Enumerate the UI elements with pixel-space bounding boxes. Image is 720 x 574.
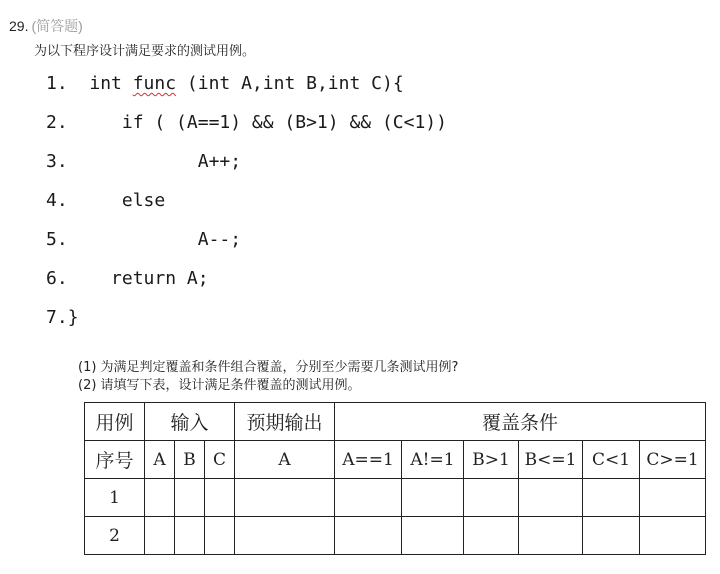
code-line-1: 1. int func (int A,int B,int C){ (46, 73, 404, 94)
table-cell (145, 517, 175, 555)
table-cell (335, 479, 402, 517)
header-cond-a-eq-1: A==1 (335, 441, 402, 479)
table-header-row-1 (85, 403, 706, 441)
table-cell (583, 517, 640, 555)
table-cell (402, 479, 464, 517)
spellcheck-squiggle-word: func (132, 73, 177, 94)
question-header (9, 16, 83, 36)
header-cond-c-lt-1: C<1 (583, 441, 640, 479)
table-cell (640, 479, 706, 517)
table-row (85, 479, 706, 517)
header-case: 用例 (85, 403, 145, 441)
test-case-table (84, 402, 706, 555)
table-cell (175, 517, 205, 555)
table-cell (145, 479, 175, 517)
header-input-b: B (175, 441, 205, 479)
code-line-7: 7.} (46, 307, 79, 328)
row-number: 1 (85, 479, 145, 517)
header-cond-c-ge-1: C>=1 (640, 441, 706, 479)
table-cell (464, 517, 519, 555)
table-cell (205, 479, 235, 517)
table-cell (464, 479, 519, 517)
table-cell (519, 517, 583, 555)
sub-question-1: (1) 为满足判定覆盖和条件组合覆盖，分别至少需要几条测试用例? (78, 360, 459, 375)
table-row (85, 517, 706, 555)
question-title: 为以下程序设计满足要求的测试用例。 (34, 44, 256, 59)
table-cell (519, 479, 583, 517)
header-input-a: A (145, 441, 175, 479)
code-line-4: 4. else (46, 190, 166, 211)
row-number: 2 (85, 517, 145, 555)
table-cell (235, 517, 335, 555)
header-cond-a-ne-1: A!=1 (402, 441, 464, 479)
table-cell (402, 517, 464, 555)
header-cond-b-gt-1: B>1 (464, 441, 519, 479)
header-seq: 序号 (85, 441, 145, 479)
code-line-3: 3. A++; (46, 151, 242, 172)
table-cell (175, 479, 205, 517)
code-line-6: 6. return A; (46, 268, 209, 289)
table-cell (235, 479, 335, 517)
code-line-5: 5. A--; (46, 229, 242, 250)
code-line-2: 2. if ( (A==1) && (B>1) && (C<1)) (46, 112, 447, 133)
table-cell (583, 479, 640, 517)
table-cell (640, 517, 706, 555)
question-number: 29. (9, 18, 29, 34)
header-input: 输入 (145, 403, 235, 441)
header-input-c: C (205, 441, 235, 479)
table-cell (335, 517, 402, 555)
header-coverage-conditions: 覆盖条件 (335, 403, 706, 441)
table-header-row-2 (85, 441, 706, 479)
header-expected-a: A (235, 441, 335, 479)
header-expected-output: 预期输出 (235, 403, 335, 441)
sub-question-2: (2) 请填写下表，设计满足条件覆盖的测试用例。 (78, 378, 361, 393)
header-cond-b-le-1: B<=1 (519, 441, 583, 479)
question-type: (简答题) (31, 18, 83, 34)
table-cell (205, 517, 235, 555)
